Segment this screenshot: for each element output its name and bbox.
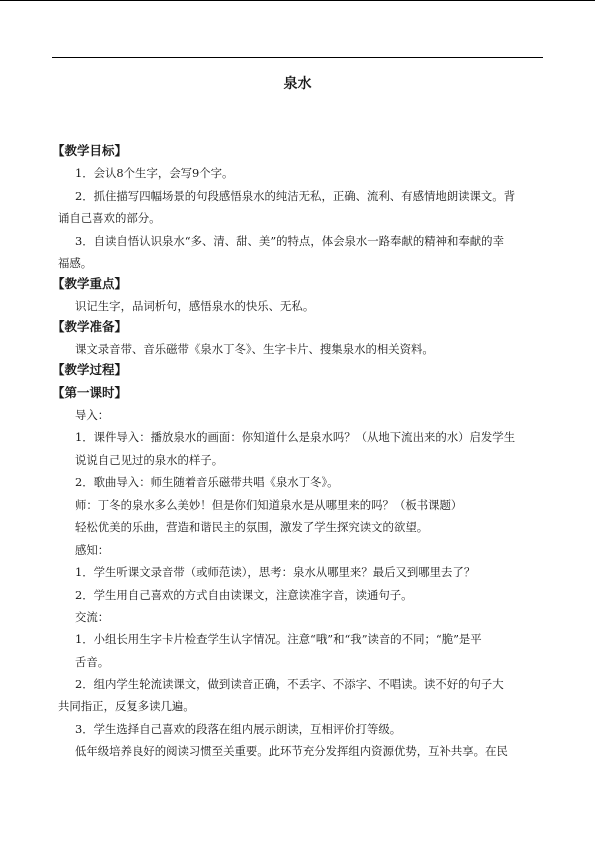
paragraph-line: 1．课件导入：播放泉水的画面：你知道什么是泉水吗？（从地下流出来的水）启发学生 [75, 430, 516, 444]
paragraph-line: 2．学生用自己喜欢的方式自由读课文，注意读准字音，读通句子。 [75, 588, 413, 602]
paragraph-line: 诵自己喜欢的部分。 [58, 211, 161, 225]
paragraph-line: 2．组内学生轮流读课文，做到读音正确，不丢字、不添字、不唱读。读不好的句子大 [75, 677, 504, 691]
paragraph-line: 说说自己见过的泉水的样子。 [75, 453, 224, 467]
paragraph-line: 2．歌曲导入：师生随着音乐磁带共唱《泉水丁冬》。 [75, 475, 339, 489]
paragraph-line: 3．自读自悟认识泉水“多、清、甜、美”的特点，体会泉水一路奉献的精神和奉献的幸 [75, 234, 504, 248]
section-heading-goals: 【教学目标】 [52, 143, 128, 158]
header-rule [52, 57, 543, 58]
paragraph-line: 师：丁冬的泉水多么美妙！但是你们知道泉水是从哪里来的吗？（板书课题） [75, 498, 463, 512]
paragraph-line: 舌音。 [75, 655, 110, 669]
paragraph-line: 轻松优美的乐曲，营造和谐民主的氛围，激发了学生探究读文的欲望。 [75, 520, 429, 534]
paragraph-line: 导入： [75, 408, 110, 422]
section-heading-first-lesson: 【第一课时】 [52, 385, 128, 400]
section-heading-process: 【教学过程】 [52, 362, 128, 377]
paragraph-line: 交流： [75, 610, 110, 624]
page-top-border [0, 0, 595, 1]
page-title: 泉水 [283, 76, 312, 92]
paragraph-line: 1．会认8个生字，会写9个字。 [75, 166, 234, 180]
paragraph-line: 2．抓住描写四幅场景的句段感悟泉水的纯洁无私，正确、流利、有感情地朗读课文。背 [75, 189, 516, 203]
paragraph-line: 福感。 [58, 256, 93, 270]
paragraph-line: 低年级培养良好的阅读习惯至关重要。此环节充分发挥组内资源优势，互补共享。在民 [75, 744, 508, 758]
paragraph-line: 3．学生选择自己喜欢的段落在组内展示朗读，互相评价打等级。 [75, 722, 402, 736]
paragraph-line: 感知： [75, 543, 110, 557]
paragraph-line: 课文录音带、音乐磁带《泉水丁冬》、生字卡片、搜集泉水的相关资料。 [75, 342, 434, 356]
section-heading-preparation: 【教学准备】 [52, 319, 128, 334]
paragraph-line: 共同指正，反复多读几遍。 [58, 699, 195, 713]
section-heading-keypoints: 【教学重点】 [52, 276, 128, 291]
paragraph-line: 1．小组长用生字卡片检查学生认字情况。注意“哦”和“我”读音的不同；“脆”是平 [75, 632, 482, 646]
paragraph-line: 1．学生听课文录音带（或师范读），思考：泉水从哪里来？最后又到哪里去了？ [75, 565, 476, 579]
paragraph-line: 识记生字，品词析句，感悟泉水的快乐、无私。 [75, 299, 315, 313]
